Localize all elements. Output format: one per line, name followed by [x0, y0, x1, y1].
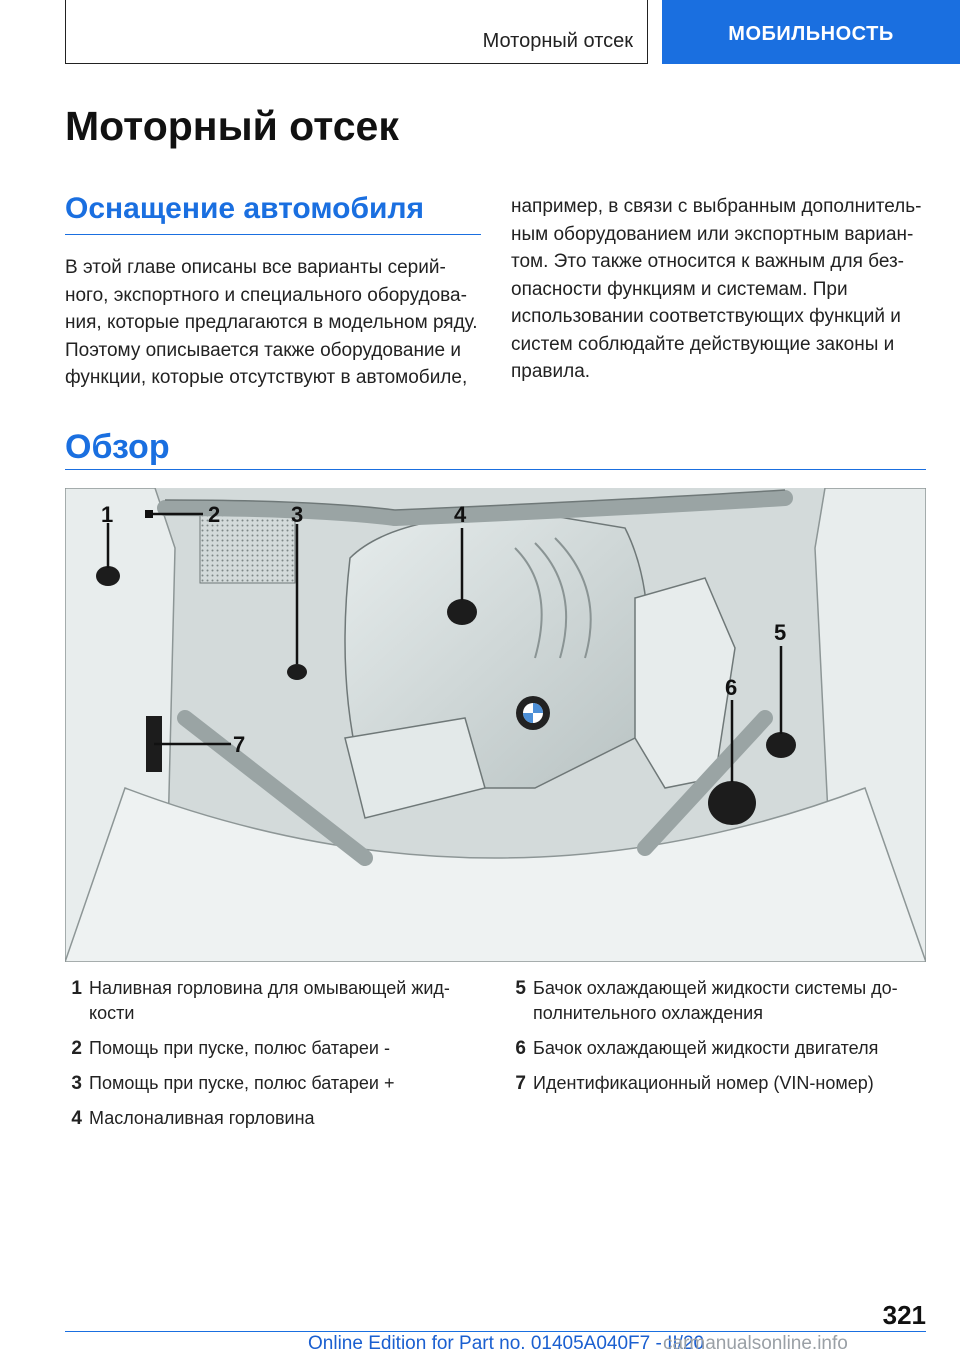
- footer-rule: [65, 1331, 926, 1332]
- legend-text: Помощь при пуске, полюс батареи +: [89, 1073, 395, 1093]
- legend-left: [62, 976, 482, 1141]
- legend-right: [506, 976, 926, 1106]
- legend-text: Помощь при пуске, полюс батареи -: [89, 1038, 390, 1058]
- legend-item: [506, 1036, 926, 1061]
- legend-text: Идентификационный номер (VIN-номер): [533, 1073, 874, 1093]
- legend-item: [62, 1036, 482, 1061]
- engine-illustration: [65, 488, 926, 962]
- legend-item: [506, 976, 926, 1026]
- legend-text: Бачок охлаждающей жидкости системы до-полнительного охлаждения: [533, 978, 898, 1023]
- watermark: carmanualsonline.info: [663, 1333, 848, 1354]
- section-rule: [65, 234, 481, 235]
- header-section-box: [65, 0, 648, 64]
- paragraph-col2: например, в связи с выбранным дополнитель-ным оборудованием или экспортным вариан-том. Это также относится к важным для без-опасности функциям и системам. При использовании соответствующих функций и систем соблюдайте действующие законы и правила.: [511, 196, 922, 382]
- legend-text: Бачок охлаждающей жидкости двигателя: [533, 1038, 879, 1058]
- callout-4: 4: [454, 502, 467, 527]
- header-section-title: Моторный отсек: [482, 30, 633, 52]
- legend-item: [62, 1071, 482, 1096]
- footer-edition: Online Edition for Part no. 01405A040F7 - II/20: [308, 1333, 705, 1354]
- callout-5: 5: [774, 620, 787, 645]
- section-rule: [65, 469, 926, 470]
- section-heading-overview: Обзор: [65, 428, 170, 466]
- page-number: 321: [882, 1300, 926, 1330]
- legend-text: Маслоналивная горловина: [89, 1108, 315, 1128]
- legend-number: 5: [515, 978, 526, 999]
- legend-number: 4: [71, 1108, 82, 1129]
- callout-3: 3: [291, 502, 304, 527]
- callout-1: 1: [101, 502, 114, 527]
- header-chapter-tab: МОБИЛЬНОСТЬ: [662, 0, 960, 64]
- paragraph-col1: В этой главе описаны все варианты серий-ного, экспортного и специального оборудова-ния, которые предлагаются в модельном ряду. Поэтому описывается также оборудование и функции, которые отсутствуют в автомобиле,: [65, 257, 478, 388]
- callout-6: 6: [725, 675, 738, 700]
- legend-item: [62, 1106, 482, 1131]
- legend-number: 3: [71, 1073, 82, 1094]
- legend-item: [506, 1071, 926, 1096]
- legend-number: 2: [71, 1038, 82, 1059]
- engine-compartment-figure: [65, 488, 926, 962]
- legend-number: 1: [71, 978, 82, 999]
- legend-item: [62, 976, 482, 1026]
- page-title: Моторный отсек: [65, 103, 399, 149]
- callout-7: 7: [233, 732, 246, 757]
- legend-number: 7: [515, 1073, 526, 1094]
- callout-2: 2: [208, 502, 221, 527]
- legend-number: 6: [515, 1038, 526, 1059]
- section-heading-equipment: Оснащение автомобиля: [65, 192, 425, 225]
- legend-text: Наливная горловина для омывающей жид-кости: [89, 978, 450, 1023]
